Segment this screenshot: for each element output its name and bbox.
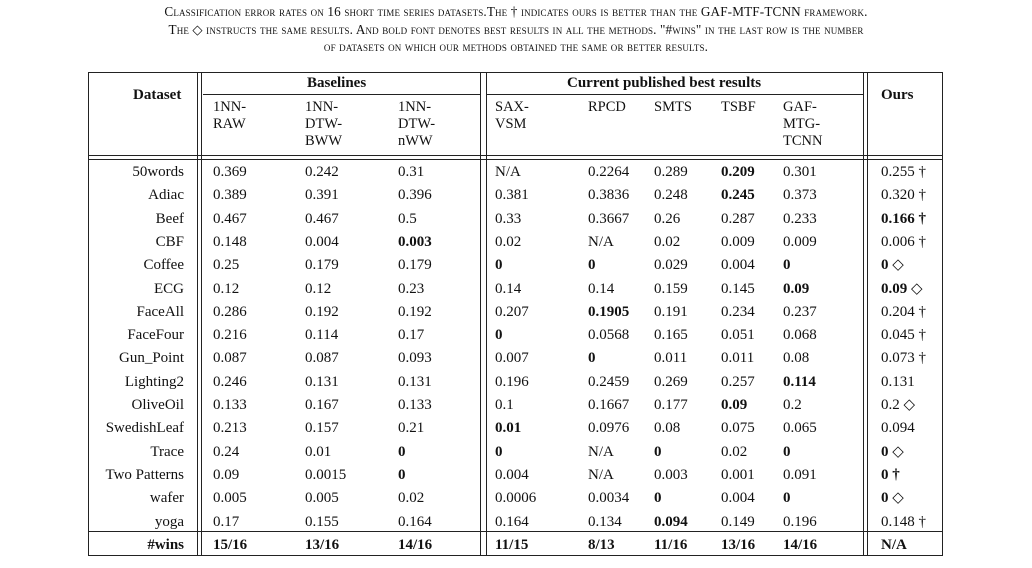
dataset-name-oliveoil: OliveOil bbox=[131, 397, 184, 413]
vertical-rule bbox=[480, 72, 481, 556]
dataset-name-50words: 50words bbox=[132, 164, 184, 180]
table-cell: 0.192 bbox=[305, 303, 339, 320]
table-cell: 0 bbox=[495, 327, 503, 344]
table-cell: 0.381 bbox=[495, 187, 529, 204]
table-cell: 0.286 bbox=[213, 303, 247, 320]
table-cell: 0 ◇ bbox=[881, 490, 904, 507]
table-cell: 0 bbox=[588, 350, 596, 367]
horizontal-rule bbox=[88, 531, 942, 532]
table-cell: 0.0006 bbox=[495, 490, 537, 507]
table-cell: 0.045 † bbox=[881, 327, 926, 344]
table-cell: 0.004 bbox=[721, 490, 755, 507]
baselines-header: Baselines bbox=[307, 75, 367, 91]
table-cell: 0.167 bbox=[305, 397, 339, 413]
method-header-1nn-raw: 1NN- RAW bbox=[213, 99, 247, 132]
table-cell: 0.165 bbox=[654, 327, 688, 344]
table-cell: 0.467 bbox=[213, 210, 247, 227]
table-cell: 0 bbox=[495, 443, 503, 460]
table-cell: 0.191 bbox=[654, 303, 688, 320]
table-cell: 0.131 bbox=[881, 373, 915, 390]
published-rule bbox=[486, 94, 863, 95]
dataset-name-wafer: wafer bbox=[149, 490, 184, 507]
table-cell: 0.0034 bbox=[588, 490, 630, 507]
table-cell: 0.093 bbox=[398, 350, 432, 367]
method-header-smts: SMTS bbox=[654, 99, 692, 115]
table-cell: 0.269 bbox=[654, 373, 688, 390]
dataset-name-trace: Trace bbox=[150, 443, 184, 460]
table-cell: 0.246 bbox=[213, 373, 247, 390]
dataset-name-two-patterns: Two Patterns bbox=[105, 466, 184, 483]
table-cell: 0.157 bbox=[305, 420, 339, 437]
vertical-rule bbox=[863, 72, 864, 556]
method-header-gaf-mtg-tcnn: GAF- MTG- TCNN bbox=[783, 99, 823, 149]
table-cell: 0.192 bbox=[398, 303, 432, 320]
table-cell: N/A bbox=[588, 233, 614, 250]
horizontal-rule bbox=[88, 159, 942, 160]
table-cell: 0.004 bbox=[305, 233, 339, 250]
table-cell: 0.242 bbox=[305, 164, 339, 180]
table-cell: 0.051 bbox=[721, 327, 755, 344]
table-cell: 0.087 bbox=[305, 350, 339, 367]
table-cell: 0.14 bbox=[495, 280, 522, 297]
wins-cell: 14/16 bbox=[783, 537, 818, 553]
baselines-rule bbox=[203, 94, 480, 95]
table-cell: 0.196 bbox=[783, 513, 817, 530]
dataset-name-gun_point: Gun_Point bbox=[118, 350, 184, 367]
wins-label: #wins bbox=[147, 537, 184, 553]
table-cell: 0.1905 bbox=[588, 303, 630, 320]
vertical-rule bbox=[867, 72, 868, 556]
table-cell: 0.148 † bbox=[881, 513, 926, 530]
table-cell: 0.289 bbox=[654, 164, 688, 180]
table-cell: 0.006 † bbox=[881, 233, 926, 250]
table-cell: 0.248 bbox=[654, 187, 688, 204]
table-cell: 0.114 bbox=[783, 373, 816, 390]
table-cell: 0 ◇ bbox=[881, 443, 904, 460]
vertical-rule bbox=[201, 72, 202, 556]
table-cell: 0.1 bbox=[495, 397, 514, 413]
dataset-name-adiac: Adiac bbox=[148, 187, 184, 204]
table-cell: 0.159 bbox=[654, 280, 688, 297]
dataset-name-lighting2: Lighting2 bbox=[124, 373, 184, 390]
table-cell: 0 bbox=[783, 443, 791, 460]
horizontal-rule bbox=[88, 72, 942, 73]
table-cell: 0.245 bbox=[721, 187, 755, 204]
table-cell: 0.02 bbox=[495, 233, 522, 250]
caption-line-3: of datasets on which our methods obtained the same or better results. bbox=[323, 39, 709, 54]
table-cell: 0 bbox=[398, 443, 406, 460]
vertical-rule bbox=[88, 72, 89, 556]
table-cell: 0.179 bbox=[305, 257, 339, 274]
wins-cell: 11/16 bbox=[654, 537, 688, 553]
table-cell: 0.2 ◇ bbox=[881, 397, 916, 413]
method-header-sax-vsm: SAX- VSM bbox=[495, 99, 529, 132]
table-cell: 0.003 bbox=[654, 466, 688, 483]
table-cell: 0.2459 bbox=[588, 373, 630, 390]
dataset-name-cbf: CBF bbox=[155, 233, 184, 250]
table-cell: 0.166 † bbox=[881, 210, 926, 227]
table-cell: 0.134 bbox=[588, 513, 622, 530]
table-cell: 0.133 bbox=[398, 397, 432, 413]
table-cell: 0.233 bbox=[783, 210, 817, 227]
table-cell: 0.396 bbox=[398, 187, 432, 204]
dataset-name-faceall: FaceAll bbox=[136, 303, 184, 320]
table-cell: 0 ◇ bbox=[881, 257, 904, 274]
table-cell: 0.25 bbox=[213, 257, 240, 274]
vertical-rule bbox=[486, 72, 487, 556]
table-cell: 0 bbox=[398, 466, 406, 483]
table-cell: 0.373 bbox=[783, 187, 817, 204]
table-cell: 0.255 † bbox=[881, 164, 926, 180]
vertical-rule bbox=[197, 72, 198, 556]
table-cell: 0.094 bbox=[881, 420, 915, 437]
table-cell: 0.216 bbox=[213, 327, 247, 344]
table-cell: 0.17 bbox=[213, 513, 240, 530]
table-cell: 0 bbox=[654, 443, 662, 460]
table-cell: 0.08 bbox=[783, 350, 810, 367]
table-cell: 0.09 bbox=[783, 280, 810, 297]
table-cell: 0.005 bbox=[213, 490, 247, 507]
table-cell: 0.389 bbox=[213, 187, 247, 204]
table-cell: 0.02 bbox=[398, 490, 425, 507]
table-cell: 0.073 † bbox=[881, 350, 926, 367]
table-cell: 0.01 bbox=[495, 420, 522, 437]
wins-cell: 13/16 bbox=[305, 537, 340, 553]
table-cell: 0.09 ◇ bbox=[881, 280, 923, 297]
table-cell: 0 bbox=[588, 257, 596, 274]
caption-line-1: Classification error rates on 16 short time series datasets.The † indicates ours is better than the GAF-MTF-TCNN framework. bbox=[164, 4, 868, 19]
wins-cell: 8/13 bbox=[588, 537, 615, 553]
wins-cell: 13/16 bbox=[721, 537, 756, 553]
table-cell: 0.2 bbox=[783, 397, 802, 413]
table-cell: 0.179 bbox=[398, 257, 432, 274]
table-cell: 0.21 bbox=[398, 420, 425, 437]
table-cell: 0.02 bbox=[721, 443, 748, 460]
table-cell: 0.369 bbox=[213, 164, 247, 180]
table-cell: 0.12 bbox=[213, 280, 240, 297]
table-cell: 0 bbox=[654, 490, 662, 507]
table-cell: 0.02 bbox=[654, 233, 681, 250]
wins-cell: 14/16 bbox=[398, 537, 433, 553]
method-header-rpcd: RPCD bbox=[588, 99, 626, 115]
table-cell: 0.007 bbox=[495, 350, 529, 367]
table-cell: 0.001 bbox=[721, 466, 755, 483]
table-cell: 0.09 bbox=[721, 397, 748, 413]
table-cell: 0.196 bbox=[495, 373, 529, 390]
table-cell: 0.155 bbox=[305, 513, 339, 530]
table-cell: 0.09 bbox=[213, 466, 240, 483]
table-cell: 0.207 bbox=[495, 303, 529, 320]
table-cell: 0.14 bbox=[588, 280, 615, 297]
ours-header: Ours bbox=[881, 87, 914, 103]
table-cell: 0.01 bbox=[305, 443, 332, 460]
table-cell: 0.177 bbox=[654, 397, 688, 413]
table-cell: 0.065 bbox=[783, 420, 817, 437]
dataset-name-coffee: Coffee bbox=[143, 257, 184, 274]
table-cell: 0.3836 bbox=[588, 187, 630, 204]
table-cell: 0.164 bbox=[495, 513, 529, 530]
table-cell: 0.204 † bbox=[881, 303, 926, 320]
method-header-tsbf: TSBF bbox=[721, 99, 756, 115]
table-cell: 0.2264 bbox=[588, 164, 630, 180]
dataset-name-facefour: FaceFour bbox=[127, 327, 184, 344]
table-cell: 0.301 bbox=[783, 164, 817, 180]
table-cell: 0.075 bbox=[721, 420, 755, 437]
table-cell: 0.004 bbox=[495, 466, 529, 483]
table-cell: 0.24 bbox=[213, 443, 240, 460]
table-cell: 0.391 bbox=[305, 187, 339, 204]
table-cell: 0.131 bbox=[398, 373, 432, 390]
table-cell: 0.234 bbox=[721, 303, 755, 320]
table-cell: N/A bbox=[495, 164, 521, 180]
table-cell: 0.164 bbox=[398, 513, 432, 530]
caption-line-2: The ◇ instructs the same results. And bold font denotes best results in all the methods. "#wins" in the last row is the number bbox=[168, 21, 864, 37]
table-cell: 0.009 bbox=[783, 233, 817, 250]
table-cell: 0.0015 bbox=[305, 466, 347, 483]
table-cell: 0.068 bbox=[783, 327, 817, 344]
dataset-name-swedishleaf: SwedishLeaf bbox=[105, 420, 184, 437]
table-cell: 0.213 bbox=[213, 420, 247, 437]
wins-cell: 11/15 bbox=[495, 537, 529, 553]
dataset-name-beef: Beef bbox=[155, 210, 184, 227]
published-header: Current published best results bbox=[567, 75, 762, 91]
table-cell: 0.23 bbox=[398, 280, 425, 297]
table-cell: 0 † bbox=[881, 466, 900, 483]
table-cell: 0.33 bbox=[495, 210, 522, 227]
table-cell: 0.011 bbox=[654, 350, 688, 367]
method-header-1nn-dtw-bww: 1NN- DTW- BWW bbox=[305, 99, 343, 149]
table-cell: 0.0976 bbox=[588, 420, 630, 437]
table-cell: 0.145 bbox=[721, 280, 755, 297]
table-cell: 0.17 bbox=[398, 327, 425, 344]
table-cell: N/A bbox=[588, 443, 614, 460]
table-cell: 0.005 bbox=[305, 490, 339, 507]
table-cell: 0.0568 bbox=[588, 327, 630, 344]
table-cell: 0.004 bbox=[721, 257, 755, 274]
table-cell: 0.114 bbox=[305, 327, 339, 344]
table-cell: 0 bbox=[783, 257, 791, 274]
table-cell: 0.287 bbox=[721, 210, 755, 227]
table-cell: 0.094 bbox=[654, 513, 688, 530]
table-cell: 0.209 bbox=[721, 164, 755, 180]
table-cell: 0.31 bbox=[398, 164, 425, 180]
table-cell: 0.320 † bbox=[881, 187, 926, 204]
table-cell: 0.087 bbox=[213, 350, 247, 367]
horizontal-rule bbox=[88, 555, 942, 556]
dataset-header: Dataset bbox=[133, 87, 182, 103]
table-cell: 0.5 bbox=[398, 210, 417, 227]
table-cell: 0.26 bbox=[654, 210, 681, 227]
table-cell: 0.1667 bbox=[588, 397, 630, 413]
table-cell: 0.12 bbox=[305, 280, 332, 297]
table-cell: 0 bbox=[495, 257, 503, 274]
table-cell: 0.131 bbox=[305, 373, 339, 390]
table-cell: 0.149 bbox=[721, 513, 755, 530]
table-cell: 0.091 bbox=[783, 466, 817, 483]
table-cell: 0.3667 bbox=[588, 210, 630, 227]
dataset-name-ecg: ECG bbox=[154, 280, 184, 297]
table-cell: 0.003 bbox=[398, 233, 432, 250]
table-cell: 0.08 bbox=[654, 420, 681, 437]
table-cell: 0 bbox=[783, 490, 791, 507]
table-cell: 0.467 bbox=[305, 210, 339, 227]
table-cell: 0.009 bbox=[721, 233, 755, 250]
table-cell: 0.029 bbox=[654, 257, 688, 274]
horizontal-rule bbox=[88, 155, 942, 156]
wins-cell: N/A bbox=[881, 537, 907, 553]
table-caption bbox=[0, 3, 1032, 56]
table-cell: N/A bbox=[588, 466, 614, 483]
method-header-1nn-dtw-nww: 1NN- DTW- nWW bbox=[398, 99, 436, 149]
table-cell: 0.237 bbox=[783, 303, 817, 320]
table-cell: 0.148 bbox=[213, 233, 247, 250]
table-cell: 0.011 bbox=[721, 350, 755, 367]
vertical-rule bbox=[942, 72, 943, 556]
dataset-name-yoga: yoga bbox=[154, 513, 184, 530]
table-cell: 0.133 bbox=[213, 397, 247, 413]
table-cell: 0.257 bbox=[721, 373, 755, 390]
wins-cell: 15/16 bbox=[213, 537, 248, 553]
